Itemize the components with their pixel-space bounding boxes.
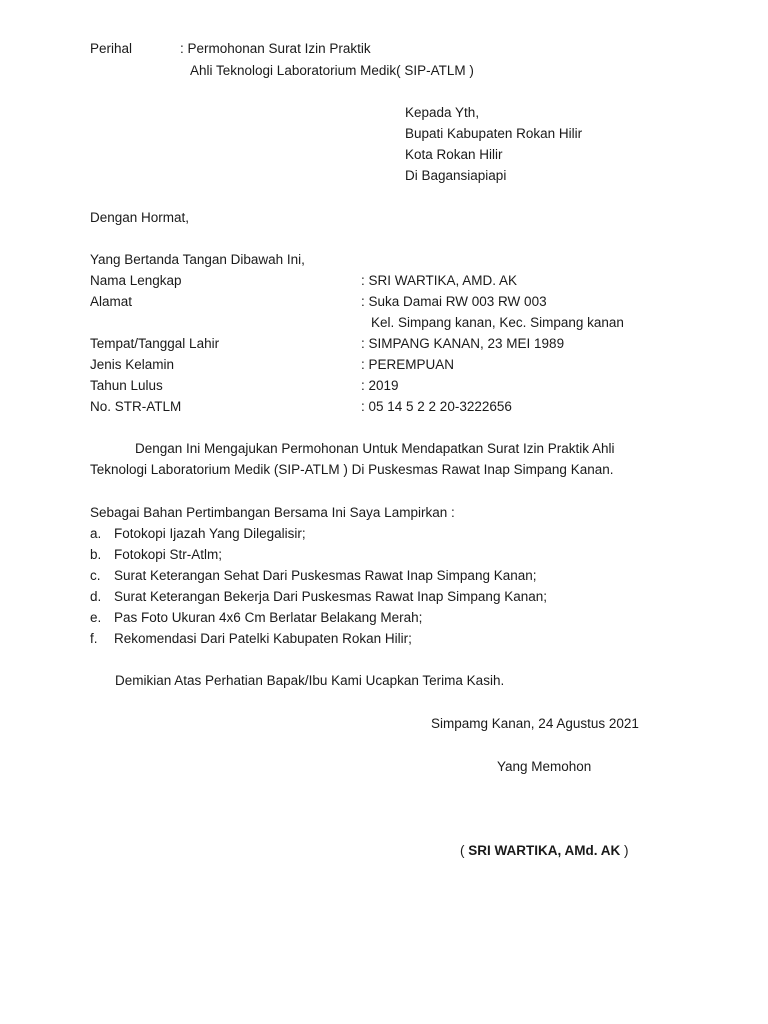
tahun-lulus-value: : 2019 — [361, 378, 399, 393]
nama-value: : SRI WARTIKA, AMD. AK — [361, 273, 518, 288]
list-letter: c. — [90, 568, 101, 583]
list-text: Pas Foto Ukuran 4x6 Cm Berlatar Belakang Merah; — [114, 610, 423, 625]
sign-role: Yang Memohon — [497, 759, 592, 774]
list-item — [90, 544, 690, 565]
list-item — [90, 586, 690, 607]
str-value: : 05 14 5 2 2 20-3222656 — [361, 399, 512, 414]
list-letter: e. — [90, 610, 102, 625]
ttl-label: Tempat/Tanggal Lahir — [90, 336, 220, 351]
jenis-kelamin-value: : PEREMPUAN — [361, 357, 455, 372]
tahun-lulus-label: Tahun Lulus — [90, 378, 163, 393]
alamat-value-2: Kel. Simpang kanan, Kec. Simpang kanan — [371, 315, 624, 330]
recipient-line-2: Bupati Kabupaten Rokan Hilir — [405, 126, 583, 141]
list-item — [90, 607, 690, 628]
jenis-kelamin-label: Jenis Kelamin — [90, 357, 175, 372]
signature-name: SRI WARTIKA, AMd. AK — [468, 843, 621, 858]
perihal-line-1: : Permohonan Surat Izin Praktik — [180, 41, 371, 56]
recipient-line-1: Kepada Yth, — [405, 105, 480, 120]
list-text: Surat Keterangan Sehat Dari Puskesmas Rawat Inap Simpang Kanan; — [114, 568, 537, 583]
recipient-line-3: Kota Rokan Hilir — [405, 147, 503, 162]
list-letter: d. — [90, 589, 102, 604]
list-text: Fotokopi Ijazah Yang Dilegalisir; — [114, 526, 306, 541]
perihal-label: Perihal — [90, 41, 133, 56]
place-date: Simpamg Kanan, 24 Agustus 2021 — [431, 716, 639, 731]
signature-open-paren: ( — [460, 843, 469, 858]
list-text: Fotokopi Str-Atlm; — [114, 547, 223, 562]
list-letter: b. — [90, 547, 102, 562]
alamat-label: Alamat — [90, 294, 133, 309]
signature-close-paren: ) — [620, 843, 629, 858]
nama-label: Nama Lengkap — [90, 273, 182, 288]
signature-name-line — [460, 840, 629, 861]
recipient-line-4: Di Bagansiapiapi — [405, 168, 507, 183]
intro-line: Yang Bertanda Tangan Dibawah Ini, — [90, 252, 305, 267]
list-item — [90, 523, 690, 544]
ttl-value: : SIMPANG KANAN, 23 MEI 1989 — [361, 336, 565, 351]
attachments-intro: Sebagai Bahan Pertimbangan Bersama Ini Saya Lampirkan : — [90, 505, 455, 520]
body-line-2: Teknologi Laboratorium Medik (SIP-ATLM ) Di Puskesmas Rawat Inap Simpang Kanan. — [90, 462, 614, 477]
perihal-line-2: Ahli Teknologi Laboratorium Medik( SIP-ATLM ) — [190, 63, 474, 78]
list-item — [90, 628, 690, 649]
salutation: Dengan Hormat, — [90, 210, 190, 225]
list-text: Surat Keterangan Bekerja Dari Puskesmas Rawat Inap Simpang Kanan; — [114, 589, 547, 604]
alamat-value-1: : Suka Damai RW 003 RW 003 — [361, 294, 547, 309]
str-label: No. STR-ATLM — [90, 399, 182, 414]
list-text: Rekomendasi Dari Patelki Kabupaten Rokan Hilir; — [114, 631, 412, 646]
list-letter: f. — [90, 631, 98, 646]
list-item — [90, 565, 690, 586]
list-letter: a. — [90, 526, 102, 541]
body-line-1: Dengan Ini Mengajukan Permohonan Untuk Mendapatkan Surat Izin Praktik Ahli — [135, 441, 615, 456]
closing-line: Demikian Atas Perhatian Bapak/Ibu Kami Ucapkan Terima Kasih. — [115, 673, 505, 688]
